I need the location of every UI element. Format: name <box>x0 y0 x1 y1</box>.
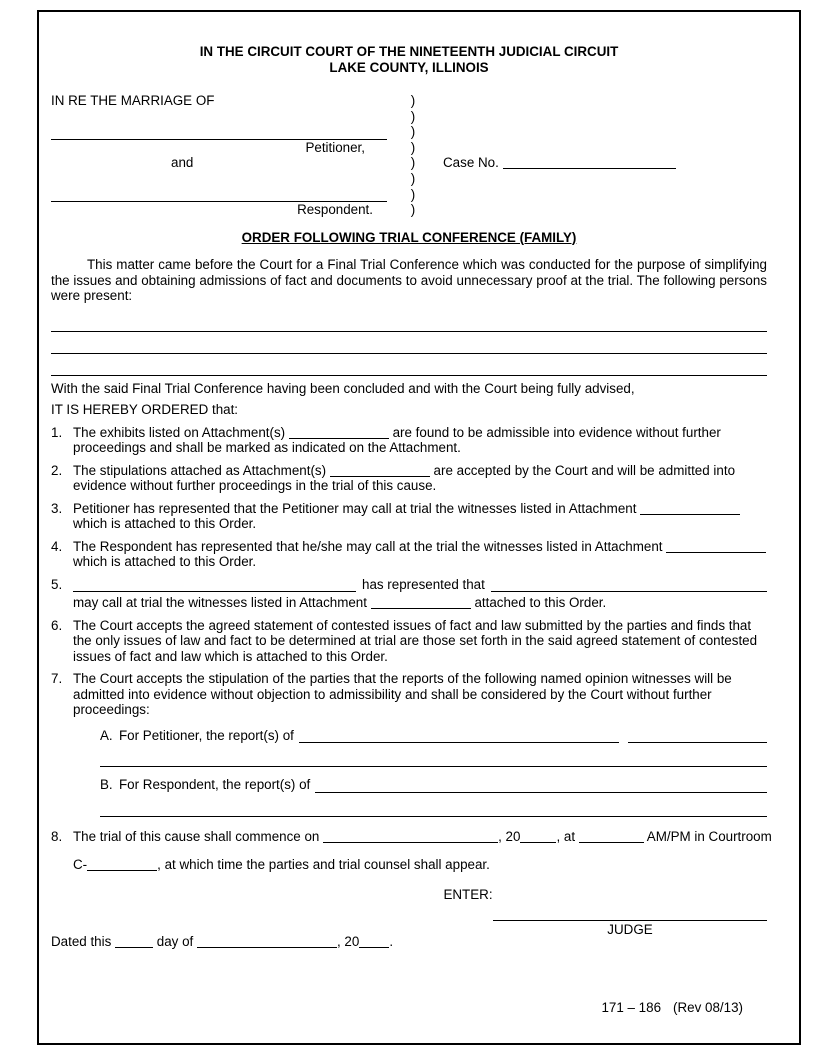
item-text <box>73 425 767 456</box>
dated-year-blank <box>359 936 389 948</box>
case-caption <box>51 93 767 218</box>
petitioner-report-blank-2 <box>628 729 767 743</box>
time-blank <box>579 831 644 843</box>
item-text-segment: attached to this Order. <box>474 595 607 611</box>
sub-item-text: For Respondent, the report(s) of <box>119 777 311 793</box>
item-8-line-2 <box>73 857 767 873</box>
caption-paren: ) <box>410 93 416 108</box>
item-text: The Court accepts the agreed statement of contested issues of fact and law submitted by the parties and finds that the only issues of law and fact to be determined at trial are those set forth in the said agreed statement of contested issues of fact and law which is attached to this Order. <box>73 617 758 664</box>
item-text-segment: The trial of this cause shall commence on <box>73 828 320 844</box>
item-text-segment: Petitioner has represented that the Petitioner may call at trial the witnesses listed in Attachment <box>73 500 637 516</box>
item-text-segment: The Respondent has represented that he/she may call at the trial the witnesses listed in Attachment <box>73 538 663 554</box>
item-text-segment: which is attached to this Order. <box>73 554 257 570</box>
order-item-2 <box>51 463 767 494</box>
respondent-report-continuation-line <box>100 793 767 817</box>
item-text <box>73 539 767 570</box>
caption-paren: ) <box>410 170 416 186</box>
intro-paragraph: This matter came before the Court for a Final Trial Conference which was conducted for the purpose of simplifying the issues and obtaining admissions of fact and documents to avoid unnecessary proof at the trial. The following persons were present: <box>51 257 767 304</box>
attachment-blank <box>640 503 740 515</box>
respondent-label: Respondent. <box>297 202 373 218</box>
petitioner-report-blank <box>299 729 619 743</box>
attendees-lines <box>51 310 767 376</box>
item-text-segment: has represented that <box>362 576 485 592</box>
judge-signature-block <box>493 920 767 938</box>
item-text-segment: are accepted by the Court and will be admitted into evidence without further proceedings in the trial of this cause. <box>73 462 736 494</box>
item-number: 2. <box>51 462 63 478</box>
caption-paren: ) <box>410 186 416 202</box>
enter-label: ENTER: <box>443 886 493 902</box>
petitioner-report-continuation-line <box>100 743 767 767</box>
caption-paren: ) <box>410 124 416 140</box>
item-number: 8. <box>51 828 63 844</box>
item-text <box>73 463 767 494</box>
form-number-footer <box>51 1000 767 1016</box>
attachment-blank <box>330 465 430 477</box>
attachment-blank <box>371 597 471 609</box>
item-text <box>73 828 772 873</box>
item-text: The Court accepts the stipulation of the parties that the reports of the following named opinion witnesses will be admitted into evidence without objection to admissibility and shall be considered by the Court without further proceedings: <box>73 671 732 718</box>
day-blank <box>115 936 153 948</box>
page-border-frame <box>37 10 801 1045</box>
item-5-line-1 <box>73 577 767 593</box>
order-item-4 <box>51 539 767 570</box>
petitioner-label: Petitioner, <box>305 139 365 155</box>
item-8-line-1 <box>73 828 772 845</box>
case-no-label: Case No. <box>443 155 499 171</box>
attendees-line-1 <box>51 310 767 332</box>
item-text-segment: , 20 <box>498 828 521 844</box>
attachment-blank <box>289 427 389 439</box>
case-number-block <box>425 93 767 218</box>
item-number: 6. <box>51 617 63 633</box>
item-number: 5. <box>51 576 63 592</box>
party-name-blank-2 <box>491 578 767 592</box>
item-number: 4. <box>51 538 63 554</box>
sub-item-b <box>100 777 767 793</box>
form-number: 171 – 186 <box>601 999 662 1015</box>
dated-text-segment: , 20 <box>336 934 360 950</box>
caption-paren: ) <box>410 202 416 218</box>
item-text-segment: The stipulations attached as Attachment(s) <box>73 462 327 478</box>
caption-parties <box>51 93 387 218</box>
order-item-1 <box>51 425 767 456</box>
item-text-segment: C- <box>73 857 88 873</box>
caption-spacer <box>443 93 767 155</box>
dated-text-segment: day of <box>156 934 194 950</box>
attendees-line-3 <box>51 354 767 376</box>
respondent-name-line <box>51 187 387 203</box>
item-number: 7. <box>51 671 63 687</box>
signature-row <box>51 920 767 950</box>
form-title: ORDER FOLLOWING TRIAL CONFERENCE (FAMILY) <box>241 229 577 245</box>
item-text <box>73 577 767 611</box>
item-text <box>73 501 767 532</box>
respondent-report-blank <box>315 779 767 793</box>
month-blank <box>197 936 337 948</box>
judge-signature-line <box>493 920 767 921</box>
attendees-line-2 <box>51 332 767 354</box>
item-number: 3. <box>51 500 63 516</box>
dated-text-segment: . <box>389 934 394 950</box>
caption-spacer-row <box>51 171 387 187</box>
caption-paren: ) <box>410 139 416 155</box>
court-header-line1: IN THE CIRCUIT COURT OF THE NINETEENTH JUDICIAL CIRCUIT <box>199 44 619 59</box>
dated-line <box>51 934 393 950</box>
conference-concluded-text: With the said Final Trial Conference having been concluded and with the Court being fully advised, <box>51 380 635 396</box>
court-header <box>51 44 767 75</box>
judge-label: JUDGE <box>607 922 653 938</box>
blank-gap <box>619 728 628 744</box>
order-item-7 <box>51 671 767 718</box>
item-text-segment: which is attached to this Order. <box>73 516 257 532</box>
order-item-5 <box>51 577 767 611</box>
item-text-segment: , at which time the parties and trial counsel shall appear. <box>157 857 490 873</box>
form-revision: (Rev 08/13) <box>673 999 743 1015</box>
case-number-row <box>443 155 767 171</box>
caption-paren-column <box>401 93 425 218</box>
sub-item-letter: B. <box>100 777 113 793</box>
item-text-segment: are found to be admissible into evidence without further proceedings and shall be marked as indicated on the Attachment. <box>73 424 721 456</box>
item-text-segment: may call at trial the witnesses listed in Attachment <box>73 595 367 611</box>
courtroom-blank <box>87 859 157 871</box>
caption-paren: ) <box>410 108 416 124</box>
item-text-segment: AM/PM in Courtroom <box>646 828 772 844</box>
court-header-line2: LAKE COUNTY, ILLINOIS <box>329 59 489 75</box>
trial-date-blank <box>323 831 498 843</box>
dated-text-segment: Dated this <box>51 934 112 950</box>
item-number: 1. <box>51 424 63 440</box>
sub-item-a <box>100 728 767 744</box>
item-text-segment: The exhibits listed on Attachment(s) <box>73 424 286 440</box>
and-label: and <box>171 155 194 171</box>
year-blank <box>520 831 556 843</box>
in-re-label: IN RE THE MARRIAGE OF <box>51 93 215 108</box>
ordered-heading: IT IS HEREBY ORDERED that: <box>51 402 239 418</box>
caption-spacer-row <box>51 109 387 125</box>
petitioner-name-line <box>51 124 387 140</box>
item-text-segment: , at <box>556 828 576 844</box>
case-no-line <box>503 157 676 169</box>
party-name-blank <box>73 578 356 592</box>
order-item-8 <box>51 828 772 873</box>
order-item-3 <box>51 501 767 532</box>
sub-item-text: For Petitioner, the report(s) of <box>119 727 294 743</box>
sub-item-letter: A. <box>100 727 113 743</box>
order-item-6 <box>51 618 767 665</box>
attachment-blank <box>666 541 766 553</box>
item-5-line-2 <box>73 595 767 611</box>
caption-paren: ) <box>410 155 416 171</box>
